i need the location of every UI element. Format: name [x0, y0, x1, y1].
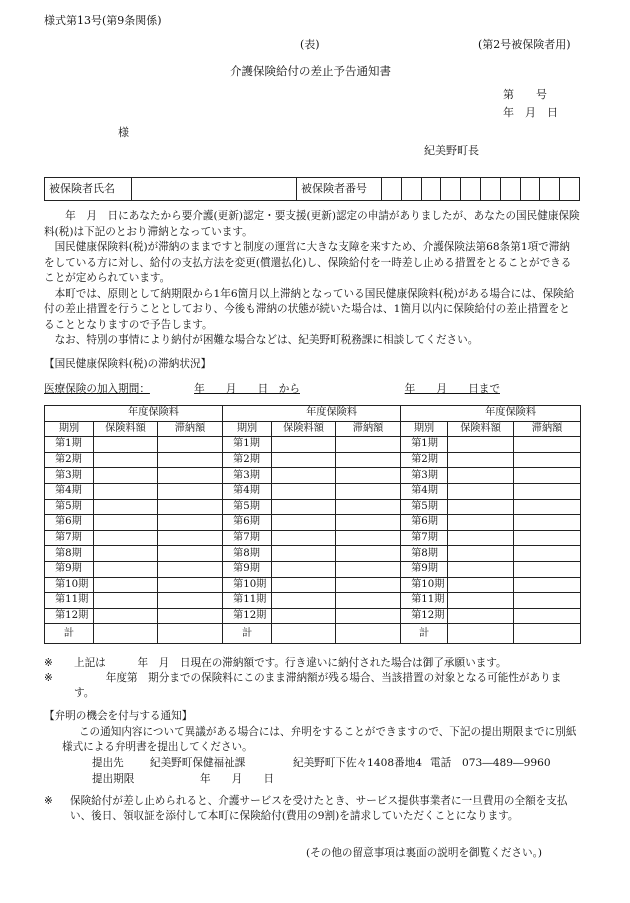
- status-heading: 【国民健康保険料(税)の滞納状況】: [44, 358, 212, 370]
- body-paragraph: 年 月 日にあなたから要介護(更新)認定・要支援(更新)認定の申請がありましたが、あなたの国民健康保険料(税)は下記のとおり滞納となっています。: [44, 210, 580, 238]
- insured-number-field[interactable]: [382, 178, 580, 201]
- arrears-amount-cell[interactable]: [514, 561, 581, 577]
- year-header-row: [45, 406, 581, 422]
- premium-amount-cell[interactable]: [272, 515, 336, 531]
- arrears-amount-cell[interactable]: [158, 624, 223, 644]
- arrears-amount-cell[interactable]: [158, 515, 223, 531]
- arrears-amount-cell[interactable]: [336, 437, 401, 453]
- premium-amount-cell[interactable]: [448, 577, 514, 593]
- defense-heading: 【弁明の機会を付与する通知】: [44, 710, 193, 722]
- arrears-amount-cell[interactable]: [158, 483, 223, 499]
- note-row: [44, 794, 580, 824]
- arrears-amount-cell[interactable]: [514, 483, 581, 499]
- insured-number-digit-box[interactable]: [440, 178, 460, 200]
- period-header: 期別: [401, 421, 448, 437]
- insured-number-digit-box[interactable]: [559, 178, 579, 200]
- phone-label: 電話: [430, 757, 452, 769]
- arrears-amount-cell[interactable]: [514, 577, 581, 593]
- premium-header: 保険料額: [272, 421, 336, 437]
- note-row: [44, 671, 580, 701]
- arrears-amount-cell[interactable]: [336, 561, 401, 577]
- insured-name-label: 被保険者氏名: [45, 178, 132, 201]
- period-label: 第1期: [45, 437, 94, 453]
- premium-amount-cell[interactable]: [272, 437, 336, 453]
- insured-number-digit-box[interactable]: [382, 178, 401, 200]
- period-label: 第9期: [223, 561, 272, 577]
- arrears-amount-cell[interactable]: [158, 437, 223, 453]
- table-row: [45, 483, 581, 499]
- premium-header: 保険料額: [448, 421, 514, 437]
- deadline-label: 提出期限: [92, 773, 135, 785]
- period-label: 第1期: [223, 437, 272, 453]
- premium-amount-cell[interactable]: [272, 624, 336, 644]
- premium-amount-cell[interactable]: [448, 608, 514, 624]
- submit-office: 紀美野町保健福祉課: [150, 757, 246, 769]
- period-label: 第11期: [223, 593, 272, 609]
- insured-type-label: (第2号被保険者用): [478, 38, 571, 51]
- enrollment-period-to: [352, 382, 500, 396]
- insured-number-digit-box[interactable]: [460, 178, 480, 200]
- arrears-amount-cell[interactable]: [158, 499, 223, 515]
- period-label: 第4期: [401, 483, 448, 499]
- defense-text: この通知内容について異議がある場合には、弁明をすることができますので、下記の提出期限までに別紙様式による弁明書を提出してください。: [62, 726, 577, 753]
- insured-number-digit-box[interactable]: [500, 178, 520, 200]
- insured-number-label: 被保険者番号: [297, 178, 382, 201]
- arrears-header: 滞納額: [158, 421, 223, 437]
- premium-amount-cell[interactable]: [448, 515, 514, 531]
- period-label: 第12期: [45, 608, 94, 624]
- arrears-amount-cell[interactable]: [336, 483, 401, 499]
- as-of-note: 上記は 年 月 日現在の滞納額です。行き違いに納付された場合は御了承願います。: [74, 657, 507, 669]
- premium-amount-cell[interactable]: [94, 515, 158, 531]
- submit-address: 紀美野町下佐々1408番地4: [293, 757, 423, 769]
- arrears-header: 滞納額: [514, 421, 581, 437]
- period-label: 第2期: [45, 452, 94, 468]
- arrears-amount-cell[interactable]: [158, 468, 223, 484]
- period-label: 第7期: [223, 530, 272, 546]
- insured-name-field[interactable]: [132, 178, 297, 201]
- period-label: 第10期: [45, 577, 94, 593]
- arrears-amount-cell[interactable]: [336, 452, 401, 468]
- premium-amount-cell[interactable]: [94, 452, 158, 468]
- fiscal-year-header: 年度保険料: [223, 406, 401, 422]
- period-to-date: 年 月 日まで: [404, 383, 500, 395]
- premium-amount-cell[interactable]: [272, 593, 336, 609]
- period-label: 第6期: [45, 515, 94, 531]
- arrears-amount-cell[interactable]: [336, 468, 401, 484]
- enrollment-period-label: 医療保険の加入期間：: [44, 383, 150, 395]
- document-date: 年 月 日: [503, 106, 558, 119]
- reimbursement-note: 保険給付が差し止められると、介護サービスを受けたとき、サービス提供事業者に一旦費用の全額を支払い、後日、領収証を添付して本町に保険給付(費用の9割)を請求していただくことになります。: [70, 795, 568, 822]
- period-label: 第8期: [45, 546, 94, 562]
- total-label: 計: [223, 624, 272, 644]
- premium-amount-cell[interactable]: [272, 468, 336, 484]
- arrears-amount-cell[interactable]: [336, 515, 401, 531]
- deadline-value: 年 月 日: [200, 773, 275, 785]
- insured-number-digit-box[interactable]: [480, 178, 500, 200]
- insured-info-table: [44, 177, 580, 201]
- payment-note-block: [44, 794, 580, 824]
- table-row: [45, 593, 581, 609]
- premium-amount-cell[interactable]: [448, 499, 514, 515]
- premium-amount-cell[interactable]: [448, 437, 514, 453]
- period-label: 第9期: [401, 561, 448, 577]
- premium-amount-cell[interactable]: [448, 530, 514, 546]
- insured-number-digit-box[interactable]: [421, 178, 441, 200]
- premium-amount-cell[interactable]: [448, 561, 514, 577]
- period-label: 第2期: [401, 452, 448, 468]
- table-row: [45, 499, 581, 515]
- footer-note: (その他の留意事項は裏面の説明を御覧ください。): [306, 847, 543, 859]
- note-row: [44, 656, 580, 671]
- note-mark: ※: [44, 795, 53, 807]
- arrears-amount-cell[interactable]: [158, 577, 223, 593]
- table-row: [45, 577, 581, 593]
- total-label: 計: [401, 624, 448, 644]
- arrears-amount-cell[interactable]: [514, 593, 581, 609]
- notice-body: [44, 209, 580, 349]
- arrears-amount-cell[interactable]: [514, 468, 581, 484]
- note-mark: ※: [44, 657, 53, 669]
- premium-amount-cell[interactable]: [448, 624, 514, 644]
- notes-block: [44, 656, 580, 701]
- arrears-amount-cell[interactable]: [514, 515, 581, 531]
- premium-amount-cell[interactable]: [448, 593, 514, 609]
- premium-amount-cell[interactable]: [94, 561, 158, 577]
- premium-amount-cell[interactable]: [94, 483, 158, 499]
- table-row: [45, 468, 581, 484]
- period-label: 第4期: [45, 483, 94, 499]
- premium-amount-cell[interactable]: [272, 530, 336, 546]
- fiscal-year-header: 年度保険料: [401, 406, 581, 422]
- period-label: 第8期: [223, 546, 272, 562]
- period-label: 第7期: [401, 530, 448, 546]
- period-label: 第10期: [401, 577, 448, 593]
- period-label: 第1期: [401, 437, 448, 453]
- premium-amount-cell[interactable]: [94, 624, 158, 644]
- fiscal-year-header: 年度保険料: [45, 406, 223, 422]
- period-label: 第11期: [401, 593, 448, 609]
- premium-amount-cell[interactable]: [448, 452, 514, 468]
- period-from-date: 年 月 日 から: [194, 383, 300, 395]
- premium-amount-cell[interactable]: [448, 483, 514, 499]
- premium-amount-cell[interactable]: [272, 561, 336, 577]
- period-label: 第7期: [45, 530, 94, 546]
- premium-amount-cell[interactable]: [94, 577, 158, 593]
- document-number: 第 号: [503, 88, 547, 101]
- period-label: 第3期: [223, 468, 272, 484]
- period-header: 期別: [45, 421, 94, 437]
- body-paragraph: 本町では、原則として納期限から1年6箇月以上滞納となっている国民健康保険料(税)がある場合には、保険給付の差止措置を行うこととしており、今後も滞納の状態が続いた場合は、1箇月以内に保険給付の差止措置をとることとなりますので予告します。: [44, 287, 575, 331]
- arrears-amount-cell[interactable]: [514, 608, 581, 624]
- arrears-amount-cell[interactable]: [158, 593, 223, 609]
- period-label: 第5期: [401, 499, 448, 515]
- table-row: [45, 530, 581, 546]
- defense-text-block: [62, 725, 580, 755]
- arrears-amount-cell[interactable]: [158, 546, 223, 562]
- total-row: [45, 624, 581, 644]
- premium-amount-cell[interactable]: [448, 546, 514, 562]
- period-header: 期別: [223, 421, 272, 437]
- body-paragraph: 国民健康保険料(税)が滞納のままですと制度の運営に大きな支障を来すため、介護保険法第68条第1項で滞納をしている方に対し、給付の支払方法を変更(償還払化)し、保険給付を一時差し止める措置をとることができることが定められています。: [44, 241, 572, 284]
- arrears-amount-cell[interactable]: [158, 452, 223, 468]
- table-row: [45, 515, 581, 531]
- body-paragraph: なお、特別の事情により納付が困難な場合などは、紀美野町税務課に相談してください。: [54, 334, 479, 346]
- arrears-amount-cell[interactable]: [514, 624, 581, 644]
- table-row: [45, 608, 581, 624]
- arrears-amount-cell[interactable]: [336, 577, 401, 593]
- premium-amount-cell[interactable]: [272, 499, 336, 515]
- period-label: 第3期: [45, 468, 94, 484]
- period-label: 第5期: [223, 499, 272, 515]
- side-label: (表): [300, 38, 320, 51]
- premium-header: 保険料額: [94, 421, 158, 437]
- insured-number-digit-box[interactable]: [401, 178, 421, 200]
- arrears-amount-cell[interactable]: [336, 593, 401, 609]
- period-label: 第10期: [223, 577, 272, 593]
- premium-amount-cell[interactable]: [94, 499, 158, 515]
- period-label: 第6期: [223, 515, 272, 531]
- arrears-header: 滞納額: [336, 421, 401, 437]
- period-label: 第12期: [401, 608, 448, 624]
- table-row: [45, 437, 581, 453]
- enrollment-period-from: [170, 382, 300, 396]
- arrears-amount-cell[interactable]: [514, 499, 581, 515]
- period-label: 第5期: [45, 499, 94, 515]
- premium-amount-cell[interactable]: [448, 468, 514, 484]
- phone-number: 073―489―9960: [462, 757, 551, 769]
- insured-number-digit-box[interactable]: [539, 178, 559, 200]
- period-label: 第6期: [401, 515, 448, 531]
- period-label: 第3期: [401, 468, 448, 484]
- column-header-row: [45, 421, 581, 437]
- table-row: [45, 561, 581, 577]
- total-label: 計: [45, 624, 94, 644]
- recipient-suffix: 様: [118, 126, 129, 139]
- premium-amount-cell[interactable]: [94, 546, 158, 562]
- premium-amount-cell[interactable]: [272, 546, 336, 562]
- premium-amount-cell[interactable]: [272, 577, 336, 593]
- period-label: 第11期: [45, 593, 94, 609]
- premium-amount-cell[interactable]: [272, 452, 336, 468]
- arrears-amount-cell[interactable]: [158, 561, 223, 577]
- premium-amount-cell[interactable]: [272, 483, 336, 499]
- issuer-name: 紀美野町長: [424, 144, 479, 157]
- arrears-amount-cell[interactable]: [514, 437, 581, 453]
- period-label: 第4期: [223, 483, 272, 499]
- arrears-amount-cell[interactable]: [336, 624, 401, 644]
- premium-amount-cell[interactable]: [94, 608, 158, 624]
- arrears-amount-cell[interactable]: [158, 530, 223, 546]
- arrears-amount-cell[interactable]: [336, 499, 401, 515]
- document-title: 介護保険給付の差止予告通知書: [230, 64, 391, 78]
- insured-number-digit-box[interactable]: [520, 178, 540, 200]
- premium-amount-cell[interactable]: [94, 593, 158, 609]
- premium-amount-cell[interactable]: [94, 437, 158, 453]
- period-label: 第12期: [223, 608, 272, 624]
- arrears-amount-cell[interactable]: [336, 546, 401, 562]
- period-label: 第2期: [223, 452, 272, 468]
- arrears-amount-cell[interactable]: [514, 452, 581, 468]
- period-label: 第9期: [45, 561, 94, 577]
- measure-note: 年度第 期分までの保険料にこのまま滞納額が残る場合、当該措置の対象となる可能性があります。: [74, 672, 562, 699]
- arrears-amount-cell[interactable]: [336, 530, 401, 546]
- period-label: 第8期: [401, 546, 448, 562]
- premium-amount-cell[interactable]: [94, 468, 158, 484]
- table-row: [45, 452, 581, 468]
- arrears-table: [44, 405, 581, 644]
- submit-label: 提出先: [92, 757, 124, 769]
- table-row: [45, 546, 581, 562]
- premium-amount-cell[interactable]: [94, 530, 158, 546]
- arrears-amount-cell[interactable]: [514, 546, 581, 562]
- arrears-amount-cell[interactable]: [336, 608, 401, 624]
- premium-amount-cell[interactable]: [272, 608, 336, 624]
- arrears-amount-cell[interactable]: [514, 530, 581, 546]
- form-number: 様式第13号(第9条関係): [44, 14, 162, 27]
- note-mark: ※: [44, 672, 53, 684]
- arrears-amount-cell[interactable]: [158, 608, 223, 624]
